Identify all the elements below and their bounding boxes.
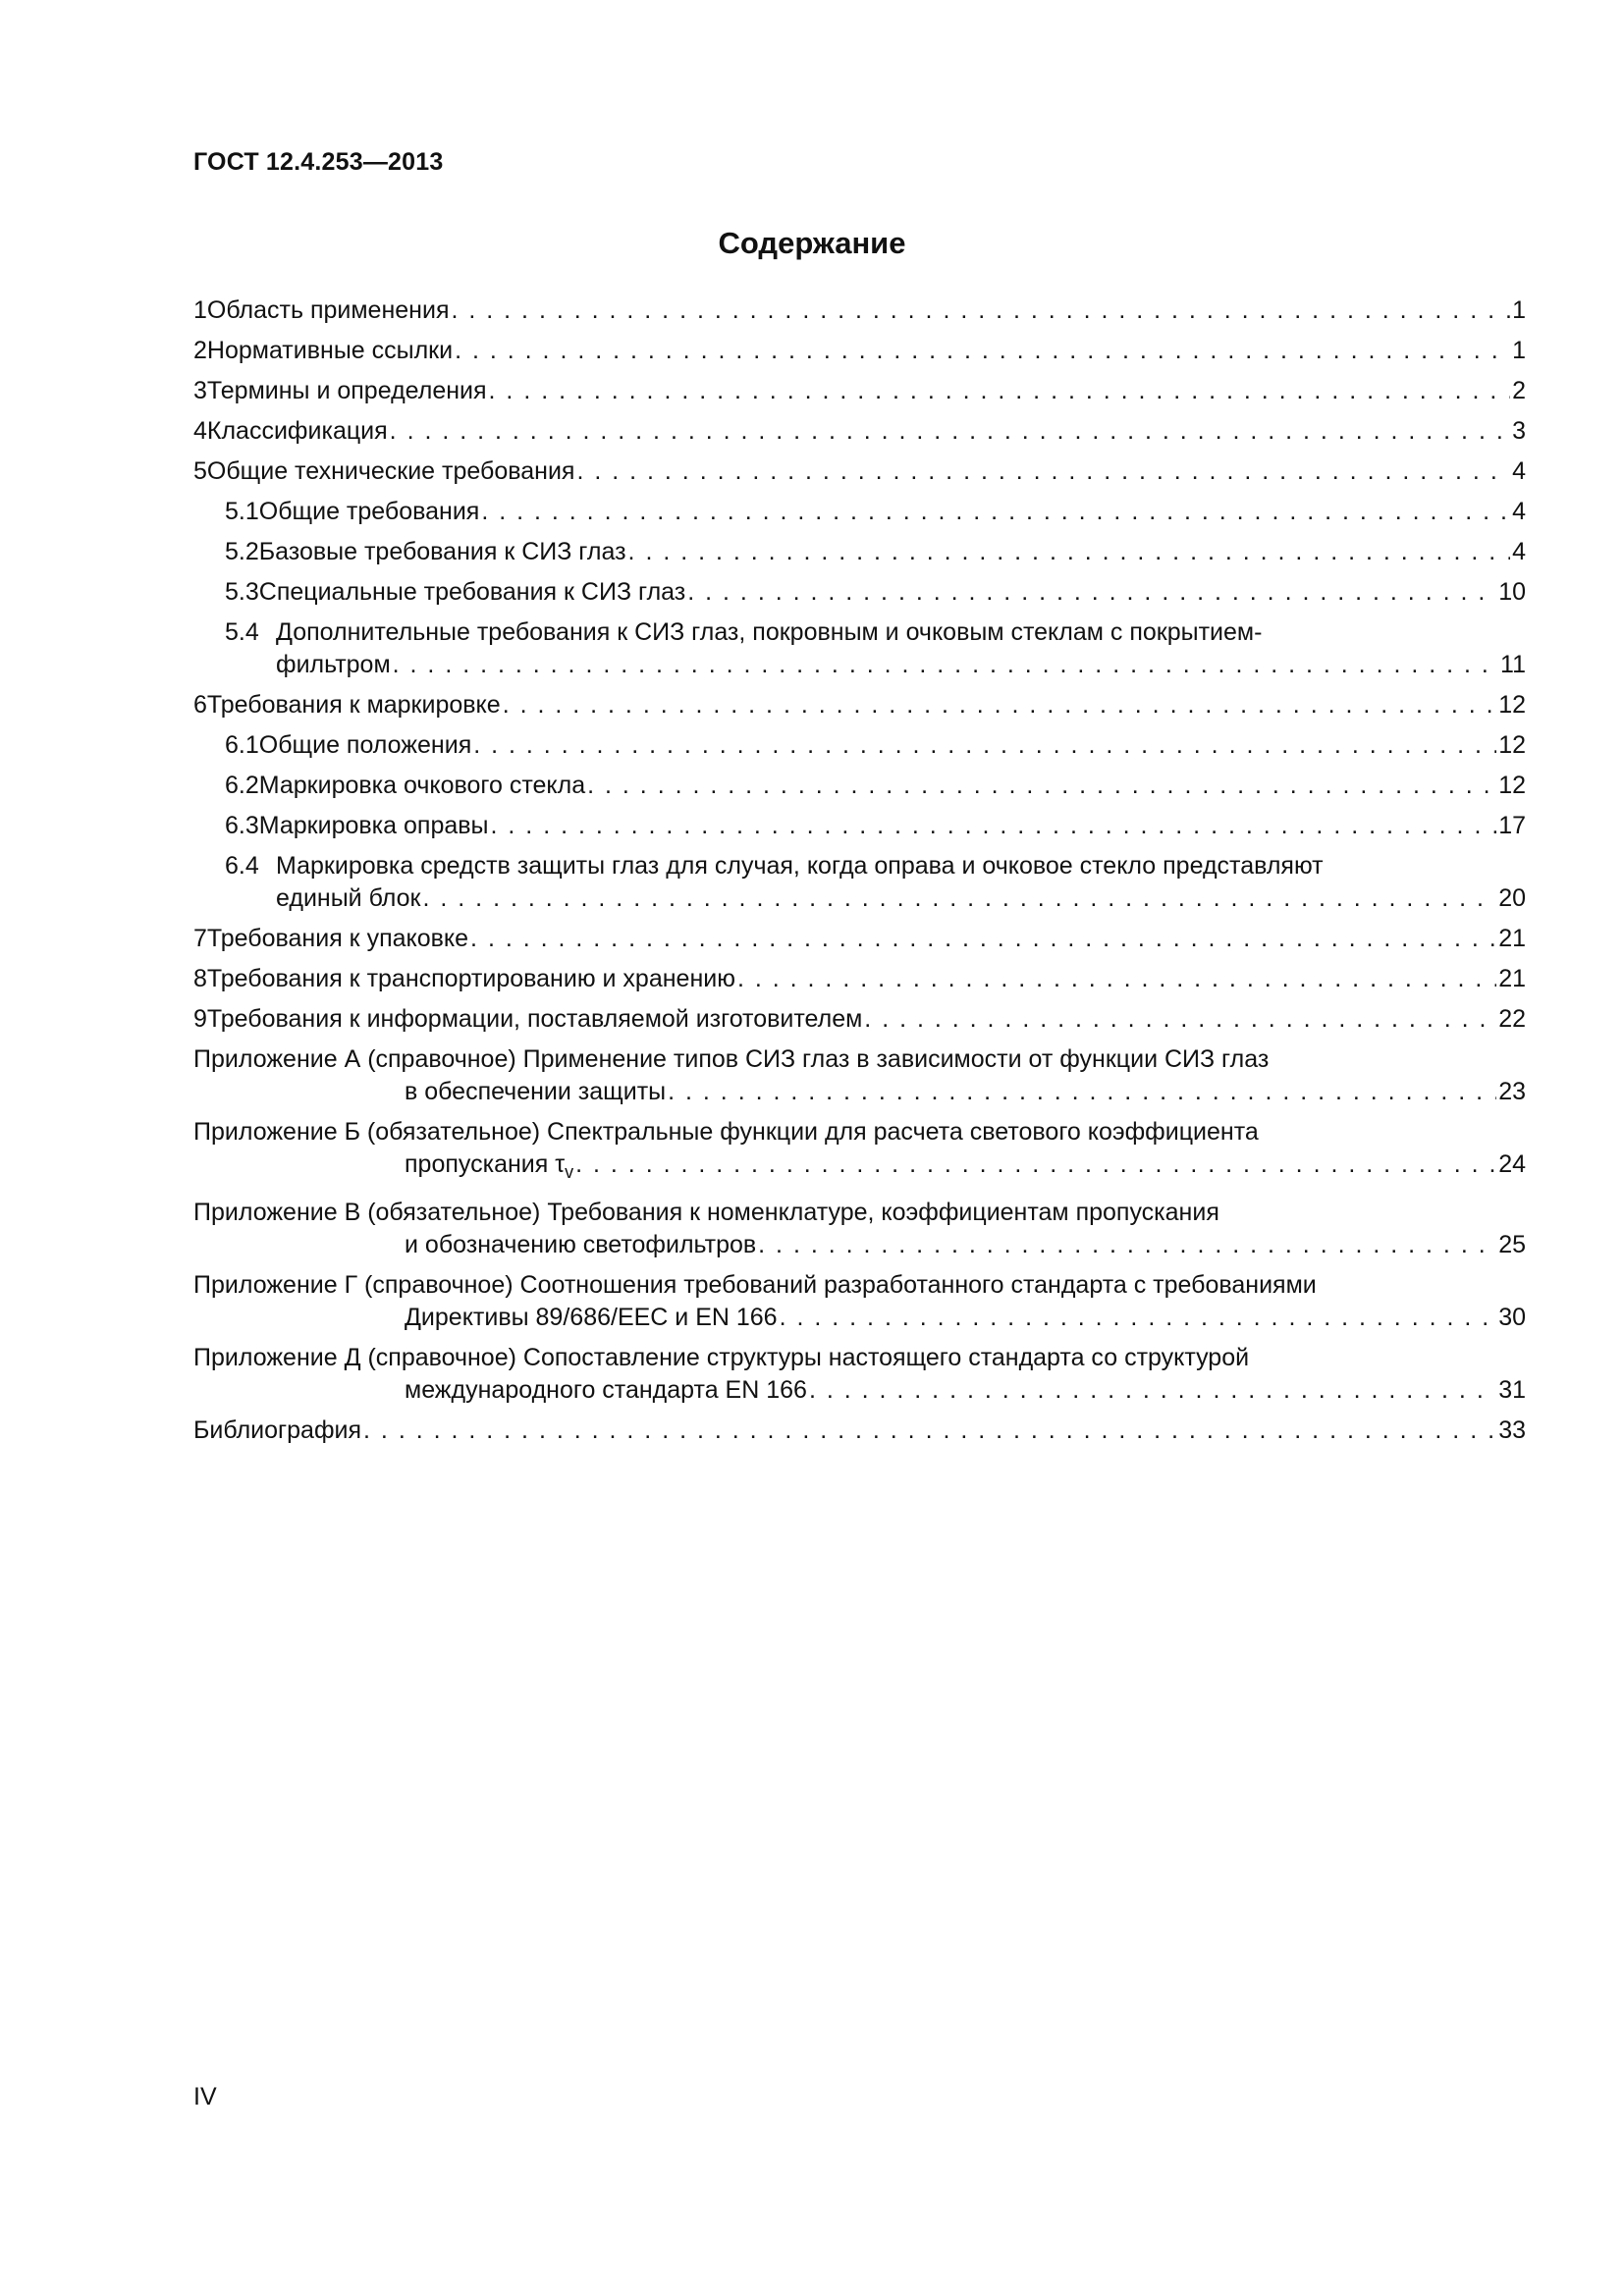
document-code: ГОСТ 12.4.253—2013 xyxy=(193,148,444,176)
toc-page: 12 xyxy=(1498,731,1526,759)
page-number: IV xyxy=(193,2083,217,2110)
dot-leader xyxy=(587,770,1496,802)
appendix-title: Сопоставление структуры настоящего стандарта со структурой xyxy=(522,1344,1250,1371)
appendix-title-continued: в обеспечении защиты xyxy=(405,1078,667,1105)
dot-leader xyxy=(451,294,1510,327)
dot-leader xyxy=(780,1302,1497,1334)
toc-entry-3[interactable] xyxy=(193,375,1526,407)
toc-page: 12 xyxy=(1498,772,1526,799)
toc-entry-1[interactable] xyxy=(193,294,1526,327)
dot-leader xyxy=(809,1374,1496,1407)
toc-entry-2[interactable] xyxy=(193,335,1526,367)
page-title: Содержание xyxy=(718,226,906,260)
appendix-title-continued xyxy=(405,1148,573,1189)
toc-number: 6.2 xyxy=(225,772,259,799)
toc-number: 4 xyxy=(193,417,207,445)
toc-text-continued: фильтром xyxy=(276,651,391,678)
appendix-title-continued: международного стандарта EN 166 xyxy=(405,1376,807,1404)
toc-number: 5.2 xyxy=(225,538,259,565)
toc-appendix-b[interactable] xyxy=(193,1116,1526,1189)
toc-page: 23 xyxy=(1498,1078,1526,1105)
toc-page: 31 xyxy=(1498,1376,1526,1404)
toc-number: 6 xyxy=(193,691,207,719)
appendix-title: Спектральные функции для расчета светового коэффициента xyxy=(547,1118,1259,1146)
toc-text: Требования к информации, поставляемой изготовителем xyxy=(206,1005,863,1033)
appendix-label: Приложение А (справочное) xyxy=(193,1045,516,1073)
toc-appendix-g[interactable] xyxy=(193,1269,1526,1334)
appendix-title-continued: Директивы 89/686/ЕЕС и EN 166 xyxy=(405,1304,778,1331)
toc-page: 33 xyxy=(1498,1416,1526,1444)
toc-number: 6.3 xyxy=(225,812,259,839)
toc-page: 4 xyxy=(1512,538,1526,565)
toc-page: 11 xyxy=(1500,651,1526,678)
table-of-contents xyxy=(193,294,1526,1455)
toc-number: 1 xyxy=(193,296,207,324)
toc-text: Маркировка оправы xyxy=(258,812,489,839)
toc-page: 20 xyxy=(1498,884,1526,912)
toc-page: 4 xyxy=(1512,457,1526,485)
dot-leader xyxy=(470,923,1496,955)
dot-leader xyxy=(423,882,1497,915)
dot-leader xyxy=(455,335,1510,367)
toc-bibliography[interactable] xyxy=(193,1415,1526,1447)
toc-appendix-v[interactable] xyxy=(193,1197,1526,1261)
appendix-title-text: пропускания τ xyxy=(405,1150,566,1178)
dot-leader xyxy=(668,1076,1496,1108)
toc-text: Требования к транспортированию и хранению xyxy=(206,965,735,992)
toc-text: Маркировка средств защиты глаз для случая, когда оправа и очковое стекло представляют xyxy=(276,852,1324,880)
toc-appendix-a[interactable] xyxy=(193,1043,1526,1108)
toc-text: Общие технические требования xyxy=(206,457,575,485)
appendix-title: Соотношения требований разработанного стандарта с требованиями xyxy=(519,1271,1317,1299)
toc-number: 3 xyxy=(193,377,207,404)
toc-number: 5 xyxy=(193,457,207,485)
toc-number: 8 xyxy=(193,965,207,992)
appendix-label: Приложение Д (справочное) xyxy=(193,1344,516,1371)
toc-entry-7[interactable] xyxy=(193,923,1526,955)
toc-page: 10 xyxy=(1498,578,1526,606)
toc-appendix-d[interactable] xyxy=(193,1342,1526,1407)
toc-text: Классификация xyxy=(206,417,388,445)
toc-page: 22 xyxy=(1498,1005,1526,1033)
toc-text: Базовые требования к СИЗ глаз xyxy=(258,538,626,565)
toc-entry-6-3[interactable] xyxy=(193,810,1526,842)
dot-leader xyxy=(575,1148,1496,1181)
dot-leader xyxy=(576,455,1510,488)
toc-number: 9 xyxy=(193,1005,207,1033)
toc-text: Маркировка очкового стекла xyxy=(258,772,586,799)
toc-text: Общие положения xyxy=(258,731,472,759)
toc-text-continued: единый блок xyxy=(276,884,421,912)
appendix-label: Приложение Б (обязательное) xyxy=(193,1118,541,1146)
toc-page: 1 xyxy=(1512,337,1526,364)
toc-text: Дополнительные требования к СИЗ глаз, покровным и очковым стеклам с покрытием- xyxy=(276,618,1263,646)
appendix-label: Приложение Г (справочное) xyxy=(193,1271,514,1299)
toc-text: Нормативные ссылки xyxy=(206,337,454,364)
dot-leader xyxy=(864,1003,1496,1036)
toc-text: Библиография xyxy=(193,1416,362,1444)
dot-leader xyxy=(491,810,1497,842)
toc-text: Требования к маркировке xyxy=(206,691,501,719)
toc-page: 1 xyxy=(1512,296,1526,324)
toc-page: 21 xyxy=(1498,965,1526,992)
appendix-title-continued: и обозначению светофильтров xyxy=(405,1231,757,1258)
toc-entry-8[interactable] xyxy=(193,963,1526,995)
toc-entry-6-4[interactable] xyxy=(193,850,1526,915)
toc-page: 21 xyxy=(1498,925,1526,952)
toc-page: 17 xyxy=(1498,812,1526,839)
dot-leader xyxy=(390,415,1510,448)
toc-page: 30 xyxy=(1498,1304,1526,1331)
toc-page: 2 xyxy=(1512,377,1526,404)
dot-leader xyxy=(737,963,1496,995)
toc-number: 7 xyxy=(193,925,207,952)
toc-page: 12 xyxy=(1498,691,1526,719)
appendix-title: Требования к номенклатуре, коэффициентам пропускания xyxy=(547,1199,1219,1226)
dot-leader xyxy=(628,536,1511,568)
toc-number: 5.1 xyxy=(225,498,259,525)
dot-leader xyxy=(503,689,1497,721)
toc-number: 6.1 xyxy=(225,731,259,759)
toc-entry-4[interactable] xyxy=(193,415,1526,448)
toc-entry-6[interactable] xyxy=(193,689,1526,721)
toc-number: 5.3 xyxy=(225,578,259,606)
toc-page: 3 xyxy=(1512,417,1526,445)
dot-leader xyxy=(489,375,1511,407)
toc-number: 5.4 xyxy=(225,618,259,646)
toc-entry-5-2[interactable] xyxy=(193,536,1526,568)
toc-page: 4 xyxy=(1512,498,1526,525)
toc-text: Общие требования xyxy=(258,498,480,525)
toc-number: 2 xyxy=(193,337,207,364)
toc-entry-9[interactable] xyxy=(193,1003,1526,1036)
toc-text: Требования к упаковке xyxy=(206,925,469,952)
dot-leader xyxy=(481,496,1510,528)
toc-entry-5-1[interactable] xyxy=(193,496,1526,528)
dot-leader xyxy=(473,729,1496,762)
tau-subscript: v xyxy=(565,1162,574,1182)
toc-entry-5-4[interactable] xyxy=(193,616,1526,681)
toc-entry-6-2[interactable] xyxy=(193,770,1526,802)
toc-entry-5-3[interactable] xyxy=(193,576,1526,609)
toc-page: 24 xyxy=(1498,1150,1526,1178)
toc-text: Область применения xyxy=(206,296,450,324)
toc-text: Специальные требования к СИЗ глаз xyxy=(258,578,686,606)
toc-text: Термины и определения xyxy=(206,377,487,404)
toc-number: 6.4 xyxy=(225,852,259,880)
appendix-label: Приложение В (обязательное) xyxy=(193,1199,541,1226)
dot-leader xyxy=(687,576,1496,609)
toc-entry-6-1[interactable] xyxy=(193,729,1526,762)
dot-leader xyxy=(393,649,1498,681)
dot-leader xyxy=(758,1229,1496,1261)
dot-leader xyxy=(363,1415,1496,1447)
toc-page: 25 xyxy=(1498,1231,1526,1258)
appendix-title: Применение типов СИЗ глаз в зависимости от функции СИЗ глаз xyxy=(522,1045,1270,1073)
toc-entry-5[interactable] xyxy=(193,455,1526,488)
